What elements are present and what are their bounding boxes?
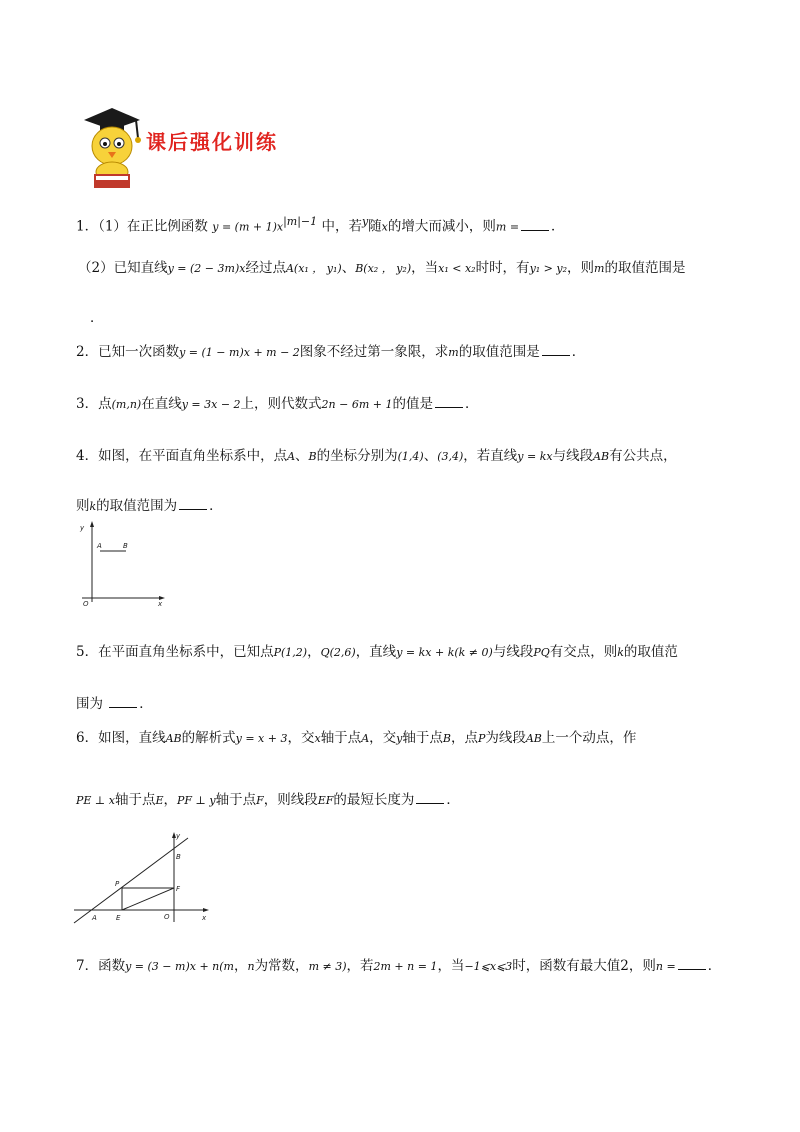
point-p-label: P (115, 880, 120, 888)
question-6: 6．如图，直线AB的解析式y = x + 3，交x轴于点A，交y轴于点B，点P为线段AB上一个动点，作 (76, 730, 637, 746)
question-1-part-2-end: ． (90, 310, 104, 326)
question-1-part-1: 1．（1）在正比例函数 $y = (m + 1)x^{|m|-1}$ 中，若$^y$随x的增大而减小，则m = ． (76, 215, 565, 235)
point-b-label: B (176, 853, 181, 861)
y-axis-label: y (176, 832, 181, 840)
origin-label: O (164, 913, 170, 921)
question-4-line-2: 则k的取值范围为 ． (76, 498, 223, 514)
question-5-line-2: 围为 ． (76, 696, 153, 712)
origin-label: O (83, 600, 89, 608)
question-6-figure (70, 830, 214, 926)
question-2: 2．已知一次函数y = (1 − m)x + m − 2图象不经过第一象限，求m的取值范围是 ． (76, 344, 586, 360)
point-b-label: B (123, 542, 128, 550)
answer-blank (678, 957, 706, 970)
question-6-line-2: PE ⊥ x轴于点E，PF ⊥ y轴于点F，则线段EF的最短长度为 ． (76, 792, 460, 808)
question-4-figure (74, 518, 174, 610)
answer-blank (109, 695, 137, 708)
graduate-bird-mascot-icon (78, 98, 144, 190)
question-5: 5．在平面直角坐标系中，已知点P(1,2)，Q(2,6)，直线y = kx + k(k ≠ 0)与线段PQ有交点，则k的取值范 (76, 644, 678, 660)
point-f-label: F (176, 885, 181, 893)
answer-blank (521, 218, 549, 231)
point-a-label: A (97, 542, 102, 550)
question-1-part-2: （2）已知直线y = (2 − 3m)x经过点A(x₁ ， y₁)、B(x₂ ， y₂)，当x₁ < x₂时时，有y₁ > y₂，则m的取值范围是 (78, 260, 686, 276)
section-header (78, 98, 318, 190)
point-a-label: A (92, 914, 97, 922)
section-title: 课后强化训练 (146, 130, 278, 154)
point-e-label: E (116, 914, 121, 922)
x-axis-label: x (158, 600, 163, 608)
answer-blank (435, 395, 463, 408)
question-3: 3．点(m,n)在直线y = 3x − 2上，则代数式2n − 6m + 1的值是 ． (76, 396, 479, 412)
answer-blank (416, 791, 444, 804)
answer-blank (179, 497, 207, 510)
x-axis-label: x (202, 914, 207, 922)
answer-blank (542, 343, 570, 356)
question-7: 7．函数y = (3 − m)x + n(m，n为常数，m ≠ 3)，若2m + n = 1，当−1⩽x⩽3时，函数有最大值2，则n = ． (76, 958, 722, 974)
y-axis-label: y (80, 524, 85, 532)
question-4: 4．如图，在平面直角坐标系中，点A、B的坐标分别为(1,4)、(3,4)，若直线y = kx与线段AB有公共点， (76, 448, 677, 464)
